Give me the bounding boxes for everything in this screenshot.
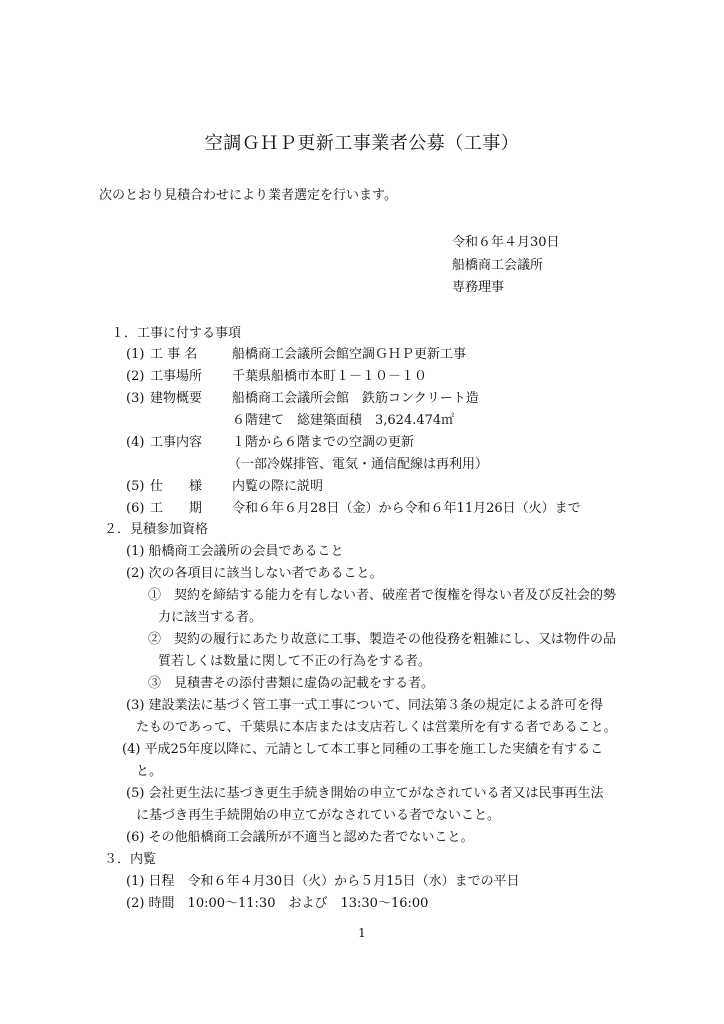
item4-label: 工事内容 <box>150 435 203 450</box>
viewing-time: (2) 時間 10:00～11:30 および 13:30～16:00 <box>126 896 429 911</box>
qualification-line: ② 契約の履行にあたり故意に工事、製造その他役務を粗雑にし、又は物件の品 <box>148 632 617 647</box>
item2-num: (2) <box>126 369 145 384</box>
section3-heading: ３．内覧 <box>104 852 157 867</box>
page-number: 1 <box>358 926 366 940</box>
intro-text: 次のとおり見積合わせにより業者選定を行います。 <box>99 188 397 203</box>
item1-label: 工 事 名 <box>150 347 198 362</box>
item1-num: (1) <box>126 347 145 362</box>
qualification-line: 力に該当する者。 <box>158 610 263 625</box>
qualification-line: ③ 見積書その添付書類に虚偽の記載をする者。 <box>148 676 435 691</box>
qualification-line: たものであって、千葉県に本店または支店若しくは営業所を有する者であること。 <box>136 720 617 735</box>
qualification-line: (4) 平成25年度以降に、元請として本工事と同種の工事を施工した実績を有するこ <box>122 742 604 757</box>
issuer-org: 船橋商工会議所 <box>452 258 544 273</box>
item5-label: 仕 様 <box>150 479 203 494</box>
item3-num: (3) <box>126 391 145 406</box>
qualification-line: に基づき再生手続開始の申立てがなされている者でないこと。 <box>136 808 501 823</box>
item3-value-line1: 船橋商工会議所会館 鉄筋コンクリート造 <box>232 391 479 406</box>
qualification-line: ① 契約を締結する能力を有しない者、破産者で復権を得ない者及び反社会的勢 <box>148 588 617 603</box>
item4-value-line2: （一部冷媒排管、電気・通信配線は再利用） <box>228 457 489 472</box>
item5-num: (5) <box>126 479 145 494</box>
item3-label: 建物概要 <box>150 391 203 406</box>
viewing-schedule: (1) 日程 令和６年４月30日（火）から５月15日（水）までの平日 <box>126 874 520 889</box>
item6-value: 令和６年６月28日（金）から令和６年11月26日（火）まで <box>232 501 581 516</box>
section1-heading: １．工事に付する事項 <box>111 326 242 341</box>
item5-value: 内覧の際に説明 <box>232 479 324 494</box>
qualification-line: (1) 船橋商工会議所の会員であること <box>126 544 344 559</box>
item2-value: 千葉県船橋市本町１－１０－１０ <box>232 369 428 384</box>
qualification-line: (5) 会社更生法に基づき更生手続き開始の申立てがなされている者又は民事再生法 <box>126 786 604 801</box>
issuer-position: 専務理事 <box>452 280 505 295</box>
item1-value: 船橋商工会議所会館空調ＧＨＰ更新工事 <box>232 347 467 362</box>
document-title: 空調ＧＨＰ更新工事業者公募（工事） <box>204 133 520 154</box>
issue-date: 令和６年４月30日 <box>452 235 560 250</box>
item4-value-line1: １階から６階までの空調の更新 <box>232 435 415 450</box>
item3-value-line2: ６階建て 総建築面積 3,624.474㎡ <box>232 413 455 428</box>
qualification-line: と。 <box>136 764 163 779</box>
qualification-line: (6) その他船橋商工会議所が不適当と認めた者でないこと。 <box>126 830 474 845</box>
item6-num: (6) <box>126 501 145 516</box>
item6-label: 工 期 <box>150 501 203 516</box>
qualification-line: (3) 建設業法に基づく管工事一式工事について、同法第３条の規定による許可を得 <box>126 698 604 713</box>
item2-label: 工事場所 <box>150 369 203 384</box>
section2-heading: ２．見積参加資格 <box>104 522 209 537</box>
qualification-line: 質若しくは数量に関して不正の行為をする者。 <box>158 654 432 669</box>
qualification-line: (2) 次の各項目に該当しない者であること。 <box>126 566 383 581</box>
item4-num: (4) <box>126 435 145 450</box>
